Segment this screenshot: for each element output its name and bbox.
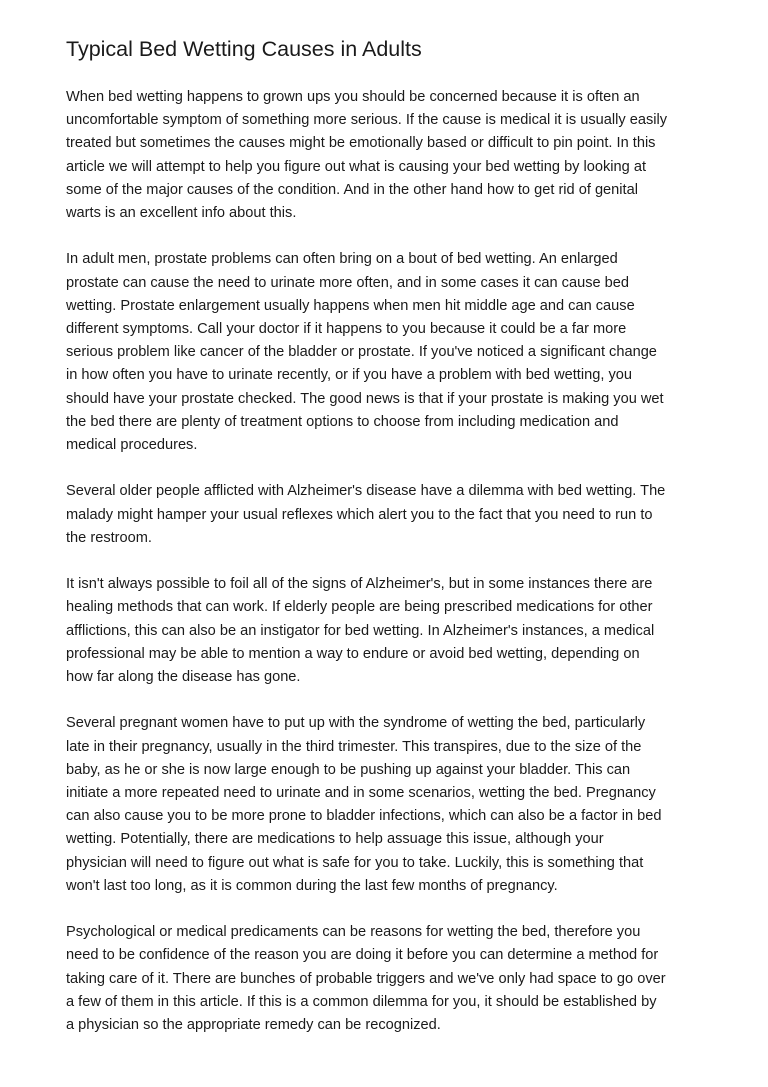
paragraph-6 (66, 921, 716, 1037)
text-line: late in their pregnancy, usually in the third trimester. This transpires, due to the size of the (66, 738, 642, 755)
text-line: prostate can cause the need to urinate more often, and in some cases it can cause bed (66, 274, 630, 291)
text-line: wetting. Prostate enlargement usually happens when men hit middle age and can cause (66, 297, 635, 314)
text-line: a physician so the appropriate remedy can be recognized. (66, 1017, 441, 1034)
text-line: a few of them in this article. If this is a common dilemma for you, it should be established by (66, 993, 657, 1010)
page-title: Typical Bed Wetting Causes in Adults (66, 37, 422, 61)
text-line: uncomfortable symptom of something more serious. If the cause is medical it is usually easily (66, 112, 668, 129)
text-line: initiate a more repeated need to urinate and in some scenarios, wetting the bed. Pregnancy (66, 785, 656, 802)
text-line: Psychological or medical predicaments can be reasons for wetting the bed, therefore you (66, 924, 641, 941)
text-line: need to be confidence of the reason you are doing it before you can determine a method for (66, 947, 659, 964)
text-line: medical procedures. (66, 437, 198, 454)
text-line: won't last too long, as it is common during the last few months of pregnancy. (66, 877, 558, 894)
text-line: Several pregnant women have to put up with the syndrome of wetting the bed, particularly (66, 715, 646, 732)
text-line: healing methods that can work. If elderly people are being prescribed medications for other (66, 599, 653, 616)
text-line: malady might hamper your usual reflexes which alert you to the fact that you need to run to (66, 506, 653, 523)
text-line: serious problem like cancer of the bladder or prostate. If you've noticed a significant change (66, 344, 657, 361)
text-line: the restroom. (66, 529, 152, 546)
text-line: When bed wetting happens to grown ups you should be concerned because it is often an (66, 89, 640, 105)
paragraph-3 (66, 480, 716, 550)
text-line: treated but sometimes the causes might be emotionally based or difficult to pin point. In this (66, 135, 656, 152)
article-body (66, 86, 716, 1060)
text-line: professional may be able to mention a way to endure or avoid bed wetting, depending on (66, 645, 640, 662)
text-line: some of the major causes of the condition. And in the other hand how to get rid of genital (66, 181, 638, 198)
text-line: afflictions, this can also be an instigator for bed wetting. In Alzheimer's instances, a medical (66, 622, 655, 639)
text-line: how far along the disease has gone. (66, 669, 301, 686)
text-line: should have your prostate checked. The good news is that if your prostate is making you wet (66, 390, 664, 407)
text-line: warts is an excellent info about this. (66, 205, 297, 222)
text-line: the bed there are plenty of treatment options to choose from including medication and (66, 413, 619, 430)
text-line: can also cause you to be more prone to bladder infections, which can also be a factor in bed (66, 808, 662, 825)
text-line: in how often you have to urinate recently, or if you have a problem with bed wetting, you (66, 367, 632, 384)
paragraph-5 (66, 712, 716, 898)
text-line: wetting. Potentially, there are medications to help assuage this issue, although your (66, 831, 604, 848)
text-line: Several older people afflicted with Alzheimer's disease have a dilemma with bed wetting. The (66, 483, 666, 500)
paragraph-1 (66, 86, 716, 225)
text-line: In adult men, prostate problems can often bring on a bout of bed wetting. An enlarged (66, 251, 618, 268)
text-line: baby, as he or she is now large enough to be pushing up against your bladder. This can (66, 761, 631, 778)
paragraph-4 (66, 573, 716, 689)
text-line: article we will attempt to help you figure out what is causing your bed wetting by looking at (66, 158, 647, 175)
text-line: taking care of it. There are bunches of probable triggers and we've only had space to go over (66, 970, 666, 987)
text-line: physician will need to figure out what is safe for you to take. Luckily, this is something that (66, 854, 644, 871)
text-line: different symptoms. Call your doctor if it happens to you because it could be a far more (66, 321, 627, 338)
text-line: It isn't always possible to foil all of the signs of Alzheimer's, but in some instances there are (66, 576, 653, 593)
paragraph-2 (66, 248, 716, 457)
